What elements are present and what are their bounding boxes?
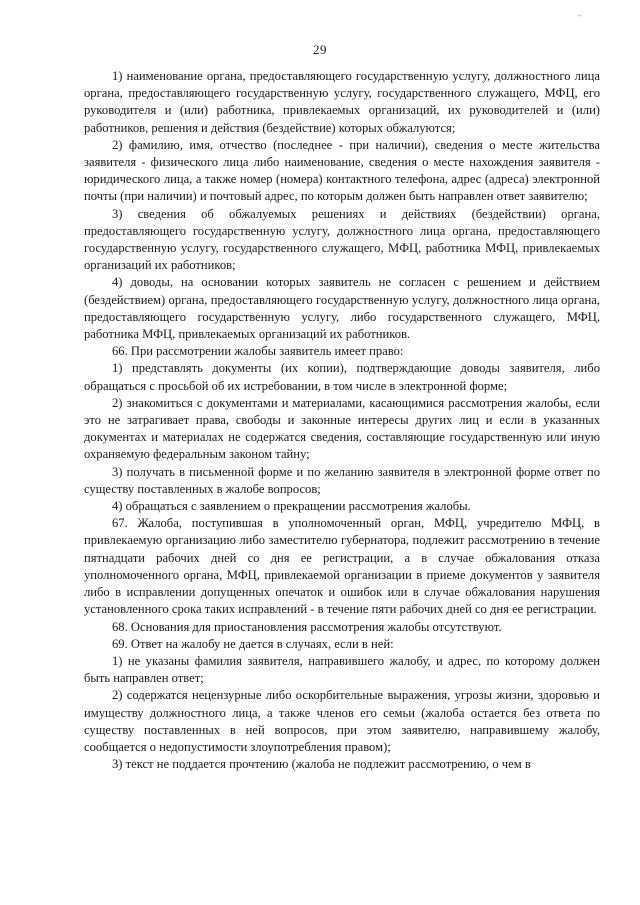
paragraph-list-item-3: 3) сведения об обжалуемых решениях и действиях (бездействии) органа, предоставляющего государственную услугу, должностного лица органа, предоставляющего государственную услугу, государственного служащего, МФЦ, работника МФЦ, привлекаемых организаций их работников;: [84, 206, 600, 273]
paragraph-clause-67: 67. Жалоба, поступившая в уполномоченный орган, МФЦ, учредителю МФЦ, в привлекаемую организацию либо заместителю губернатора, подлежит рассмотрению в течение пятнадцати рабочих дней со дня ее регистрации, а в случае обжалования отказа уполномоченного органа, МФЦ, привлекаемой организации в приеме документов у заявителя либо в исправлении допущенных опечаток и ошибок или в случае обжалования нарушения установленного срока таких исправлений - в течение пяти рабочих дней со дня ее регистрации.: [84, 516, 600, 617]
paragraph-list-item-1: 1) наименование органа, предоставляющего государственную услугу, должностного лица органа, предоставляющего государственную услугу, государственного служащего, МФЦ, его руководителя и (или) работника, привлекаемых организаций, их руководителей и (или) работников, решения и действия (бездействие) которых обжалуются;: [84, 69, 600, 135]
paragraph-clause-66-item-2: 2) знакомиться с документами и материалами, касающимися рассмотрения жалобы, если это не затрагивает права, свободы и законные интересы других лиц и если в указанных документах и материалах не содержатся сведения, составляющие государственную или иную охраняемую федеральным законом тайну;: [84, 395, 600, 462]
paragraph-clause-69-item-2: 2) содержатся нецензурные либо оскорбительные выражения, угрозы жизни, здоровью и имуществу должностного лица, а также членов его семьи (жалоба остается без ответа по существу поставленных в ней вопросов, при этом заявителю, направившему жалобу, сообщается о недопустимости злоупотребления правом);: [84, 688, 600, 754]
page-number: 29: [313, 42, 327, 57]
paragraph-clause-66-item-4: 4) обращаться с заявлением о прекращении рассмотрения жалобы.: [112, 499, 471, 514]
paragraph-clause-69-item-1: 1) не указаны фамилия заявителя, направившего жалобу, и адрес, по которому должен быть направлен ответ;: [84, 653, 600, 686]
paragraph-list-item-4: 4) доводы, на основании которых заявитель не согласен с решением и действием (бездействием) органа, предоставляющего государственную услугу, должностного лица органа, предоставляющего государственную услугу, либо государственного служащего, МФЦ, работника МФЦ, привлекаемых организаций их работников.: [84, 275, 600, 342]
paragraph-clause-68: 68. Основания для приостановления рассмотрения жалобы отсутствуют.: [112, 619, 502, 634]
corner-mark: -: [578, 10, 581, 20]
paragraph-clause-69: 69. Ответ на жалобу не дается в случаях, если в ней:: [112, 636, 394, 651]
paragraph-clause-69-item-3: 3) текст не поддается прочтению (жалоба не подлежит рассмотрению, о чем в: [112, 757, 531, 772]
paragraph-list-item-2: 2) фамилию, имя, отчество (последнее - при наличии), сведения о месте жительства заявителя - физического лица либо наименование, сведения о месте нахождения заявителя - юридического лица, а также номер (номера) контактного телефона, адрес (адреса) электронной почты (при наличии) и почтовый адрес, по которым должен быть направлен ответ заявителю;: [84, 137, 600, 204]
paragraph-clause-66-item-1: 1) представлять документы (их копии), подтверждающие доводы заявителя, либо обращаться с просьбой об их истребовании, в том числе в электронной форме;: [84, 361, 600, 393]
paragraph-clause-66: 66. При рассмотрении жалобы заявитель имеет право:: [112, 344, 404, 359]
document-body: [84, 68, 600, 773]
paragraph-clause-66-item-3: 3) получать в письменной форме и по желанию заявителя в электронной форме ответ по существу поставленных в жалобе вопросов;: [84, 464, 600, 496]
